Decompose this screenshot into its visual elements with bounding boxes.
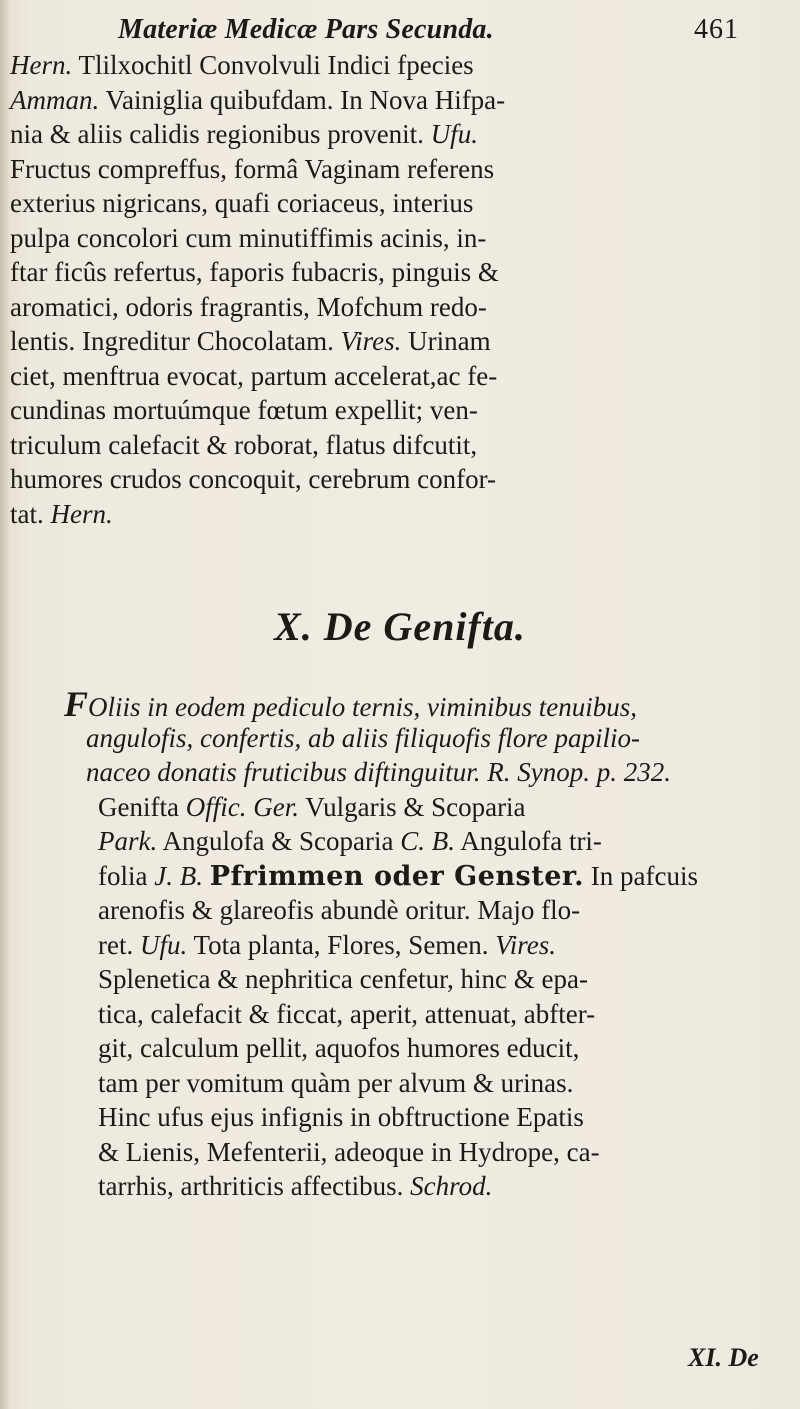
entry1-text-run: Ufu. — [430, 119, 478, 149]
entry1-line — [10, 186, 790, 221]
entry1-text-run: tat. — [10, 498, 51, 529]
entry1-text-run: pulpa concolori cum minutiffimis acinis, in- — [10, 222, 487, 253]
entry1-text-run: Urinam — [401, 326, 491, 356]
entry1-text-run: aromatici, odoris fragrantis, Mofchum redo- — [10, 291, 487, 322]
entry2-line — [98, 997, 784, 1032]
entry2-text-run: git, calculum pellit, aquofos humores educit, — [98, 1033, 580, 1063]
entry-genista-body — [98, 790, 784, 1204]
entry2-line — [98, 1135, 784, 1170]
entry1-line — [10, 48, 790, 83]
page-header — [0, 10, 800, 50]
entry1-text-run: Tlilxochitl Convolvuli Indici fpecies — [72, 50, 474, 80]
entry2-text-run: J. B. — [154, 860, 203, 891]
entry2-text-run: tarrhis, arthriticis affectibus. — [98, 1171, 411, 1201]
entry1-text-run: ftar ficûs refertus, faporis fubacris, pinguis & — [10, 257, 499, 287]
entry2-line — [98, 790, 784, 825]
entry2-text-run: Angulofa tri- — [454, 826, 602, 856]
entry1-text-run: cundinas mortuúmque fœtum expellit; ven- — [10, 395, 478, 425]
entry2-text-run: tica, calefacit & ficcat, aperit, attenuat, abfter- — [98, 998, 596, 1029]
entry2-intro-text: angulofis, confertis, ab aliis filiquofis flore papilio- — [86, 722, 641, 753]
entry2-text-run: Schrod. — [410, 1171, 493, 1201]
entry1-text-run: Vires. — [340, 326, 402, 356]
entry1-line — [10, 290, 790, 325]
entry2-line — [98, 962, 784, 997]
entry1-text-run: Vainiglia quibufdam. In Nova Hifpa- — [99, 84, 506, 115]
entry1-line — [10, 152, 790, 187]
entry-genista-text — [64, 686, 784, 1204]
entry2-intro-text: naceo donatis fruticibus diftinguitur. R. Synop. p. 232. — [86, 757, 671, 787]
entry2-text-run: In pafcuis — [584, 860, 698, 891]
entry1-line — [10, 221, 790, 256]
entry1-text-run: ciet, menftrua evocat, partum accelerat,ac fe- — [10, 360, 498, 391]
entry1-text-run: Fructus compreffus, formâ Vaginam referens — [10, 153, 495, 184]
entry-vanilla-text — [10, 48, 790, 531]
entry2-line — [98, 1066, 784, 1101]
entry2-intro-line — [86, 755, 784, 790]
page-number: 461 — [694, 14, 739, 45]
entry2-line — [98, 928, 784, 963]
entry1-line — [10, 117, 790, 152]
entry1-line — [10, 393, 790, 428]
entry1-text-run: Hern. — [50, 498, 113, 529]
entry1-line — [10, 83, 790, 118]
entry2-intro-line — [64, 684, 784, 724]
entry-genista-intro — [64, 686, 784, 790]
entry1-line — [10, 255, 790, 290]
entry2-line — [98, 1031, 784, 1066]
entry1-line — [10, 324, 790, 359]
section-heading: X. De Genifta. — [274, 604, 526, 649]
catchword: XI. De — [688, 1343, 759, 1372]
entry1-text-run: nia & aliis calidis regionibus provenit. — [10, 119, 431, 149]
entry2-text-run: Genifta — [98, 791, 186, 822]
entry1-text-run: Hern. — [10, 50, 73, 80]
page-gutter-shadow — [0, 0, 10, 1409]
entry2-text-run: Park. — [98, 826, 158, 856]
entry1-text-run: lentis. Ingreditur Chocolatam. — [10, 326, 341, 356]
entry2-line — [98, 1169, 784, 1204]
entry2-text-run: arenofis & glareofis abundè oritur. Majo flo- — [98, 895, 581, 925]
entry2-text-run: C. B. — [400, 826, 455, 856]
entry1-text-run: humores crudos concoquit, cerebrum confor- — [10, 464, 497, 494]
entry2-text-run: Vulgaris & Scoparia — [298, 791, 526, 822]
entry1-line — [10, 428, 790, 463]
entry2-text-run: Hinc ufus ejus infignis in obftructione Epatis — [98, 1102, 584, 1132]
entry2-text-run — [203, 861, 210, 891]
entry2-text-run: Pfrimmen oder Genster. — [209, 860, 585, 892]
entry2-text-run: ret. — [98, 929, 140, 960]
entry2-line — [98, 1100, 784, 1135]
drop-cap: F — [64, 684, 89, 724]
entry1-text-run: Amman. — [10, 84, 100, 115]
entry2-text-run: Offic. Ger. — [185, 791, 299, 822]
entry2-intro-line — [86, 721, 784, 756]
entry2-text-run: Tota planta, Flores, Semen. — [187, 929, 496, 960]
entry1-text-run: exterius nigricans, quafi coriaceus, interius — [10, 188, 474, 218]
entry2-line — [98, 893, 784, 928]
running-title: Materiæ Medicæ Pars Secunda. — [118, 14, 494, 45]
entry2-line — [98, 824, 784, 859]
entry2-text-run: Angulofa & Scoparia — [157, 826, 401, 856]
entry2-intro-text: Oliis in eodem pediculo ternis, viminibus tenuibus, — [88, 692, 637, 722]
entry1-line — [10, 359, 790, 394]
entry2-text-run: Ufu. — [139, 929, 188, 960]
entry1-text-run: triculum calefacit & roborat, flatus difcutit, — [10, 429, 478, 460]
entry2-text-run: tam per vomitum quàm per alvum & urinas. — [98, 1067, 574, 1098]
entry2-line — [98, 859, 784, 894]
entry1-line — [10, 497, 790, 532]
entry1-line — [10, 462, 790, 497]
entry2-text-run: & Lienis, Mefenterii, adeoque in Hydrope, ca- — [98, 1136, 600, 1167]
entry2-text-run: folia — [98, 860, 155, 891]
entry2-text-run: Splenetica & nephritica cenfetur, hinc & epa- — [98, 964, 588, 994]
entry2-text-run: Vires. — [495, 929, 557, 960]
